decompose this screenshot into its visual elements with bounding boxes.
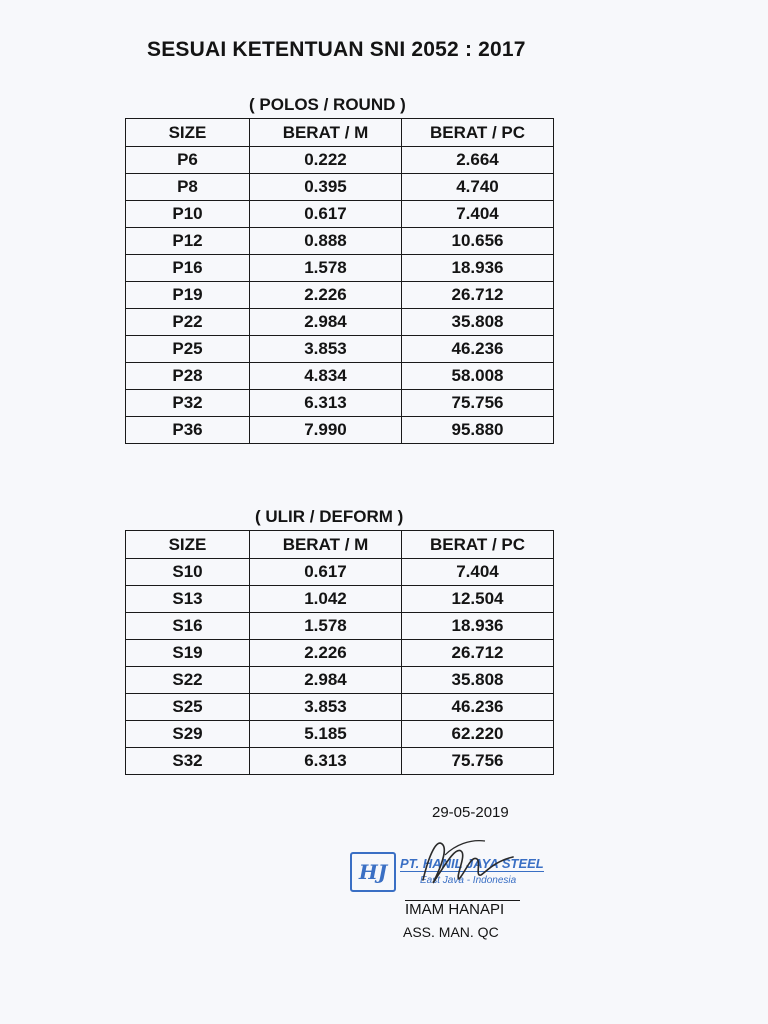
cell-weight-per-pc: 75.756 [402, 390, 554, 417]
cell-size: S29 [126, 721, 250, 748]
table-row [126, 694, 554, 721]
table-row [126, 309, 554, 336]
stamp-company-name: PT. HANIL JAYA STEEL [400, 856, 544, 871]
cell-size: P19 [126, 282, 250, 309]
cell-weight-per-m: 0.222 [250, 147, 402, 174]
signature-icon [415, 825, 525, 895]
table-header-row [126, 119, 554, 147]
deform-table-body [126, 559, 554, 775]
cell-size: P12 [126, 228, 250, 255]
table-row [126, 201, 554, 228]
cell-weight-per-m: 2.984 [250, 309, 402, 336]
cell-weight-per-m: 5.185 [250, 721, 402, 748]
cell-size: S22 [126, 667, 250, 694]
table-row [126, 586, 554, 613]
cell-size: S32 [126, 748, 250, 775]
cell-weight-per-pc: 26.712 [402, 640, 554, 667]
stamp-region: East Java - Indonesia [420, 875, 517, 886]
cell-size: P25 [126, 336, 250, 363]
cell-size: P36 [126, 417, 250, 444]
table-row [126, 147, 554, 174]
cell-weight-per-m: 1.578 [250, 255, 402, 282]
table-row [126, 721, 554, 748]
table-row [126, 559, 554, 586]
deform-table-caption: ( ULIR / DEFORM ) [255, 507, 404, 526]
cell-size: S16 [126, 613, 250, 640]
cell-size: S10 [126, 559, 250, 586]
table-row [126, 748, 554, 775]
deform-table [125, 530, 554, 775]
cell-weight-per-m: 4.834 [250, 363, 402, 390]
table-row [126, 640, 554, 667]
cell-weight-per-m: 0.617 [250, 559, 402, 586]
document-title: SESUAI KETENTUAN SNI 2052 : 2017 [147, 38, 526, 61]
header-weight-per-m: BERAT / M [250, 119, 402, 147]
cell-weight-per-pc: 46.236 [402, 694, 554, 721]
round-table-caption: ( POLOS / ROUND ) [249, 95, 406, 114]
header-size: SIZE [126, 119, 250, 147]
cell-weight-per-m: 3.853 [250, 336, 402, 363]
cell-weight-per-pc: 7.404 [402, 559, 554, 586]
cell-size: P16 [126, 255, 250, 282]
cell-weight-per-pc: 26.712 [402, 282, 554, 309]
cell-weight-per-m: 2.226 [250, 282, 402, 309]
cell-weight-per-m: 7.990 [250, 417, 402, 444]
table-header-row [126, 531, 554, 559]
cell-weight-per-m: 2.226 [250, 640, 402, 667]
cell-weight-per-pc: 12.504 [402, 586, 554, 613]
cell-weight-per-pc: 2.664 [402, 147, 554, 174]
cell-weight-per-pc: 35.808 [402, 667, 554, 694]
cell-weight-per-pc: 62.220 [402, 721, 554, 748]
header-weight-per-pc: BERAT / PC [402, 119, 554, 147]
cell-weight-per-m: 2.984 [250, 667, 402, 694]
cell-size: P10 [126, 201, 250, 228]
table-row [126, 613, 554, 640]
round-table [125, 118, 554, 444]
table-row [126, 417, 554, 444]
cell-weight-per-m: 6.313 [250, 390, 402, 417]
signer-name: IMAM HANAPI [405, 900, 520, 918]
header-weight-per-m: BERAT / M [250, 531, 402, 559]
cell-weight-per-pc: 75.756 [402, 748, 554, 775]
cell-weight-per-pc: 46.236 [402, 336, 554, 363]
cell-weight-per-pc: 95.880 [402, 417, 554, 444]
cell-size: S19 [126, 640, 250, 667]
cell-weight-per-m: 0.888 [250, 228, 402, 255]
cell-size: S13 [126, 586, 250, 613]
cell-weight-per-m: 1.042 [250, 586, 402, 613]
cell-weight-per-m: 0.395 [250, 174, 402, 201]
cell-size: P6 [126, 147, 250, 174]
table-row [126, 255, 554, 282]
cell-size: P32 [126, 390, 250, 417]
cell-weight-per-pc: 58.008 [402, 363, 554, 390]
signer-title: ASS. MAN. QC [403, 924, 499, 940]
cell-weight-per-m: 6.313 [250, 748, 402, 775]
cell-weight-per-pc: 18.936 [402, 255, 554, 282]
header-size: SIZE [126, 531, 250, 559]
table-row [126, 282, 554, 309]
cell-size: P22 [126, 309, 250, 336]
cell-weight-per-m: 0.617 [250, 201, 402, 228]
cell-weight-per-pc: 7.404 [402, 201, 554, 228]
table-row [126, 667, 554, 694]
cell-weight-per-pc: 18.936 [402, 613, 554, 640]
cell-weight-per-pc: 4.740 [402, 174, 554, 201]
company-logo-icon: HJ [350, 852, 396, 892]
cell-weight-per-m: 1.578 [250, 613, 402, 640]
cell-size: P8 [126, 174, 250, 201]
cell-size: P28 [126, 363, 250, 390]
cell-size: S25 [126, 694, 250, 721]
table-row [126, 174, 554, 201]
table-row [126, 390, 554, 417]
header-weight-per-pc: BERAT / PC [402, 531, 554, 559]
cell-weight-per-pc: 35.808 [402, 309, 554, 336]
round-table-body [126, 147, 554, 444]
table-row [126, 363, 554, 390]
table-row [126, 336, 554, 363]
cell-weight-per-m: 3.853 [250, 694, 402, 721]
cell-weight-per-pc: 10.656 [402, 228, 554, 255]
table-row [126, 228, 554, 255]
document-date: 29-05-2019 [432, 804, 509, 821]
